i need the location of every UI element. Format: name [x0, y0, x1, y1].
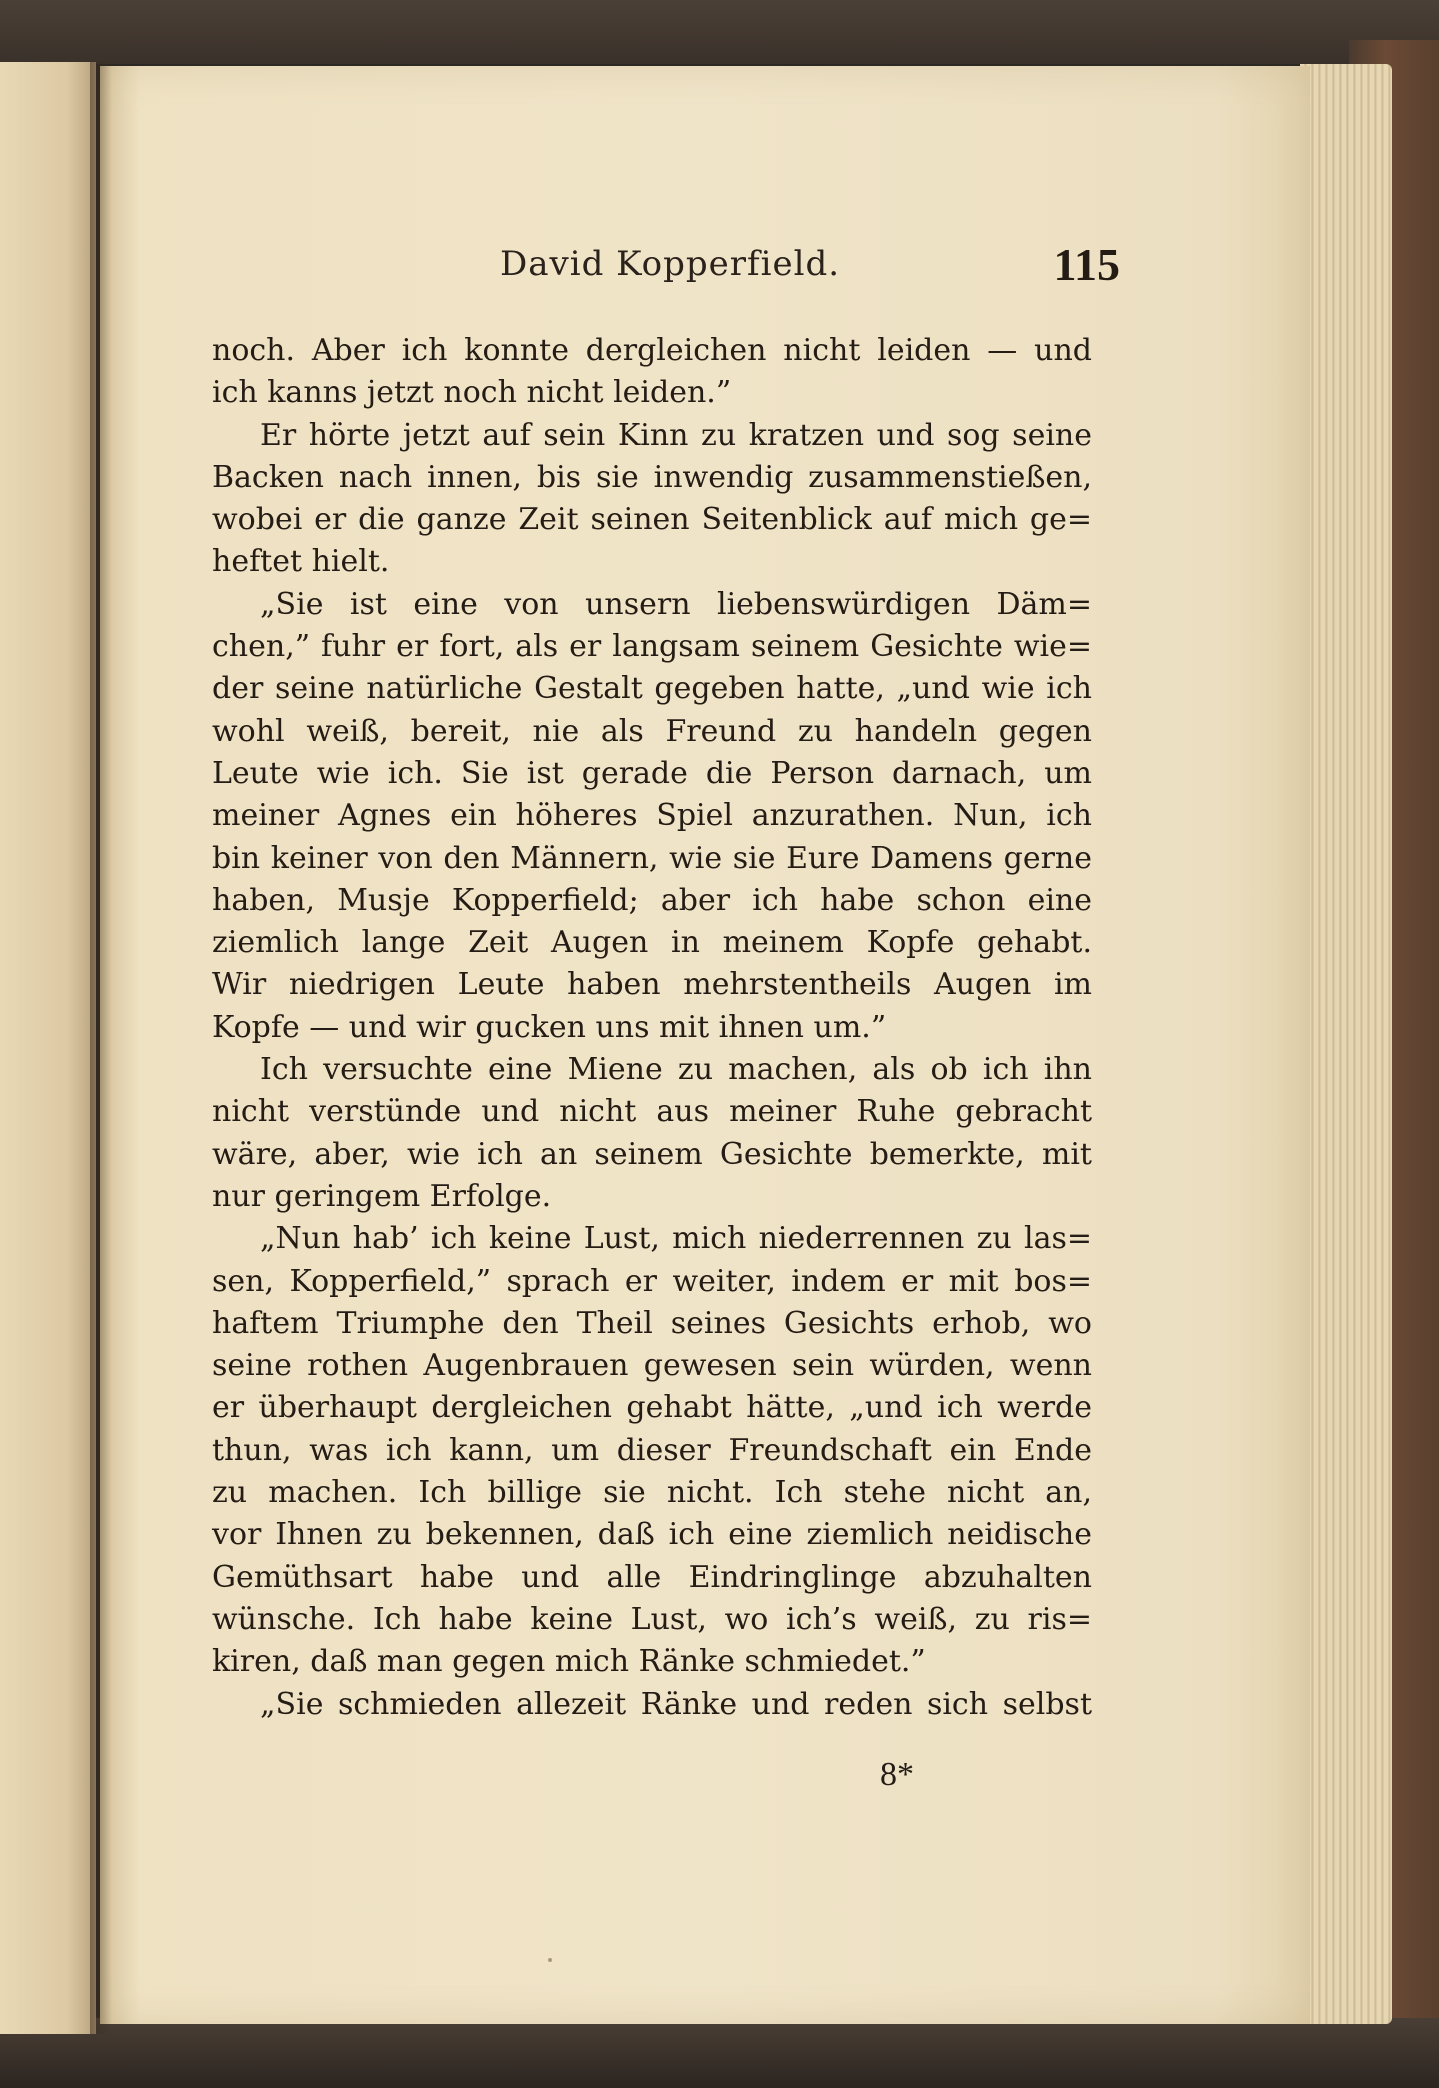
text-line: vor Ihnen zu bekennen, daß ich eine ziemlich neidische	[212, 1517, 1092, 1553]
page-number: 115	[1053, 239, 1120, 290]
text-line: noch. Aber ich konnte dergleichen nicht leiden — und	[212, 333, 1092, 368]
text-line: wäre, aber, wie ich an seinem Gesichte bemerkte, mit	[212, 1136, 1092, 1172]
paper-speck	[548, 1958, 552, 1962]
gutter-shadow	[90, 62, 112, 2034]
text-line: kiren, daß man gegen mich Ränke schmiedet.”	[212, 1644, 926, 1680]
text-line: Leute wie ich. Sie ist gerade die Person darnach, um	[212, 755, 1092, 791]
text-line: ziemlich lange Zeit Augen in meinem Kopfe gehabt.	[212, 925, 1092, 961]
text-line: ich kanns jetzt noch nicht leiden.”	[212, 375, 732, 411]
text-line: thun, was ich kann, um dieser Freundschaft ein Ende	[212, 1432, 1092, 1468]
text-line: meiner Agnes ein höheres Spiel anzurathen. Nun, ich	[212, 798, 1092, 834]
text-line: zu machen. Ich billige sie nicht. Ich stehe nicht an,	[212, 1475, 1092, 1511]
text-line: chen,” fuhr er fort, als er langsam seinem Gesichte wie=	[212, 629, 1092, 665]
text-line: Gemüthsart habe und alle Eindringlinge abzuhalten	[212, 1559, 1092, 1595]
text-line: „Nun hab’ ich keine Lust, mich niederrennen zu las=	[260, 1221, 1092, 1257]
text-line: heftet hielt.	[212, 544, 390, 580]
text-line: seine rothen Augenbrauen gewesen sein würden, wenn	[212, 1348, 1092, 1384]
text-line: haben, Musje Kopperfield; aber ich habe schon eine	[212, 882, 1092, 918]
text-line: bin keiner von den Männern, wie sie Eure Damens gerne	[212, 840, 1092, 876]
text-line: Kopfe — und wir gucken uns mit ihnen um.”	[212, 1009, 887, 1045]
running-header	[0, 178, 1439, 290]
text-line: Ich versuchte eine Miene zu machen, als ob ich ihn	[260, 1052, 1092, 1088]
text-line: „Sie ist eine von unsern liebenswürdigen Däm=	[260, 586, 1092, 622]
page-stack-edges	[1300, 64, 1392, 2024]
book-cover-bottom	[0, 2018, 1439, 2088]
text-line: nicht verstünde und nicht aus meiner Ruhe gebracht	[212, 1094, 1092, 1130]
text-line: Er hörte jetzt auf sein Kinn zu kratzen und sog seine	[260, 417, 1092, 453]
book-cover-top	[0, 0, 1439, 64]
text-line: „Sie schmieden allezeit Ränke und reden sich selbst	[260, 1686, 1092, 1722]
text-line: der seine natürliche Gestalt gegeben hatte, „und wie ich	[212, 671, 1092, 707]
running-title: David Kopperfield.	[499, 244, 841, 284]
body-text	[212, 330, 1092, 1726]
signature-mark: 8*	[880, 1756, 914, 1793]
text-line: nur geringem Erfolge.	[212, 1178, 552, 1214]
text-line: Wir niedrigen Leute haben mehrstentheils Augen im	[212, 967, 1092, 1003]
text-line: haftem Triumphe den Theil seines Gesichts erhob, wo	[212, 1305, 1092, 1341]
text-line: wünsche. Ich habe keine Lust, wo ich’s weiß, zu ris=	[212, 1601, 1092, 1637]
text-line: Backen nach innen, bis sie inwendig zusammenstießen,	[212, 459, 1092, 495]
text-line: wohl weiß, bereit, nie als Freund zu handeln gegen	[212, 713, 1092, 749]
facing-page-edge	[0, 62, 96, 2034]
text-line: er überhaupt dergleichen gehabt hätte, „und ich werde	[212, 1390, 1092, 1426]
text-line: wobei er die ganze Zeit seinen Seitenblick auf mich ge=	[212, 502, 1092, 538]
text-line: sen, Kopperfield,” sprach er weiter, indem er mit bos=	[212, 1263, 1092, 1299]
